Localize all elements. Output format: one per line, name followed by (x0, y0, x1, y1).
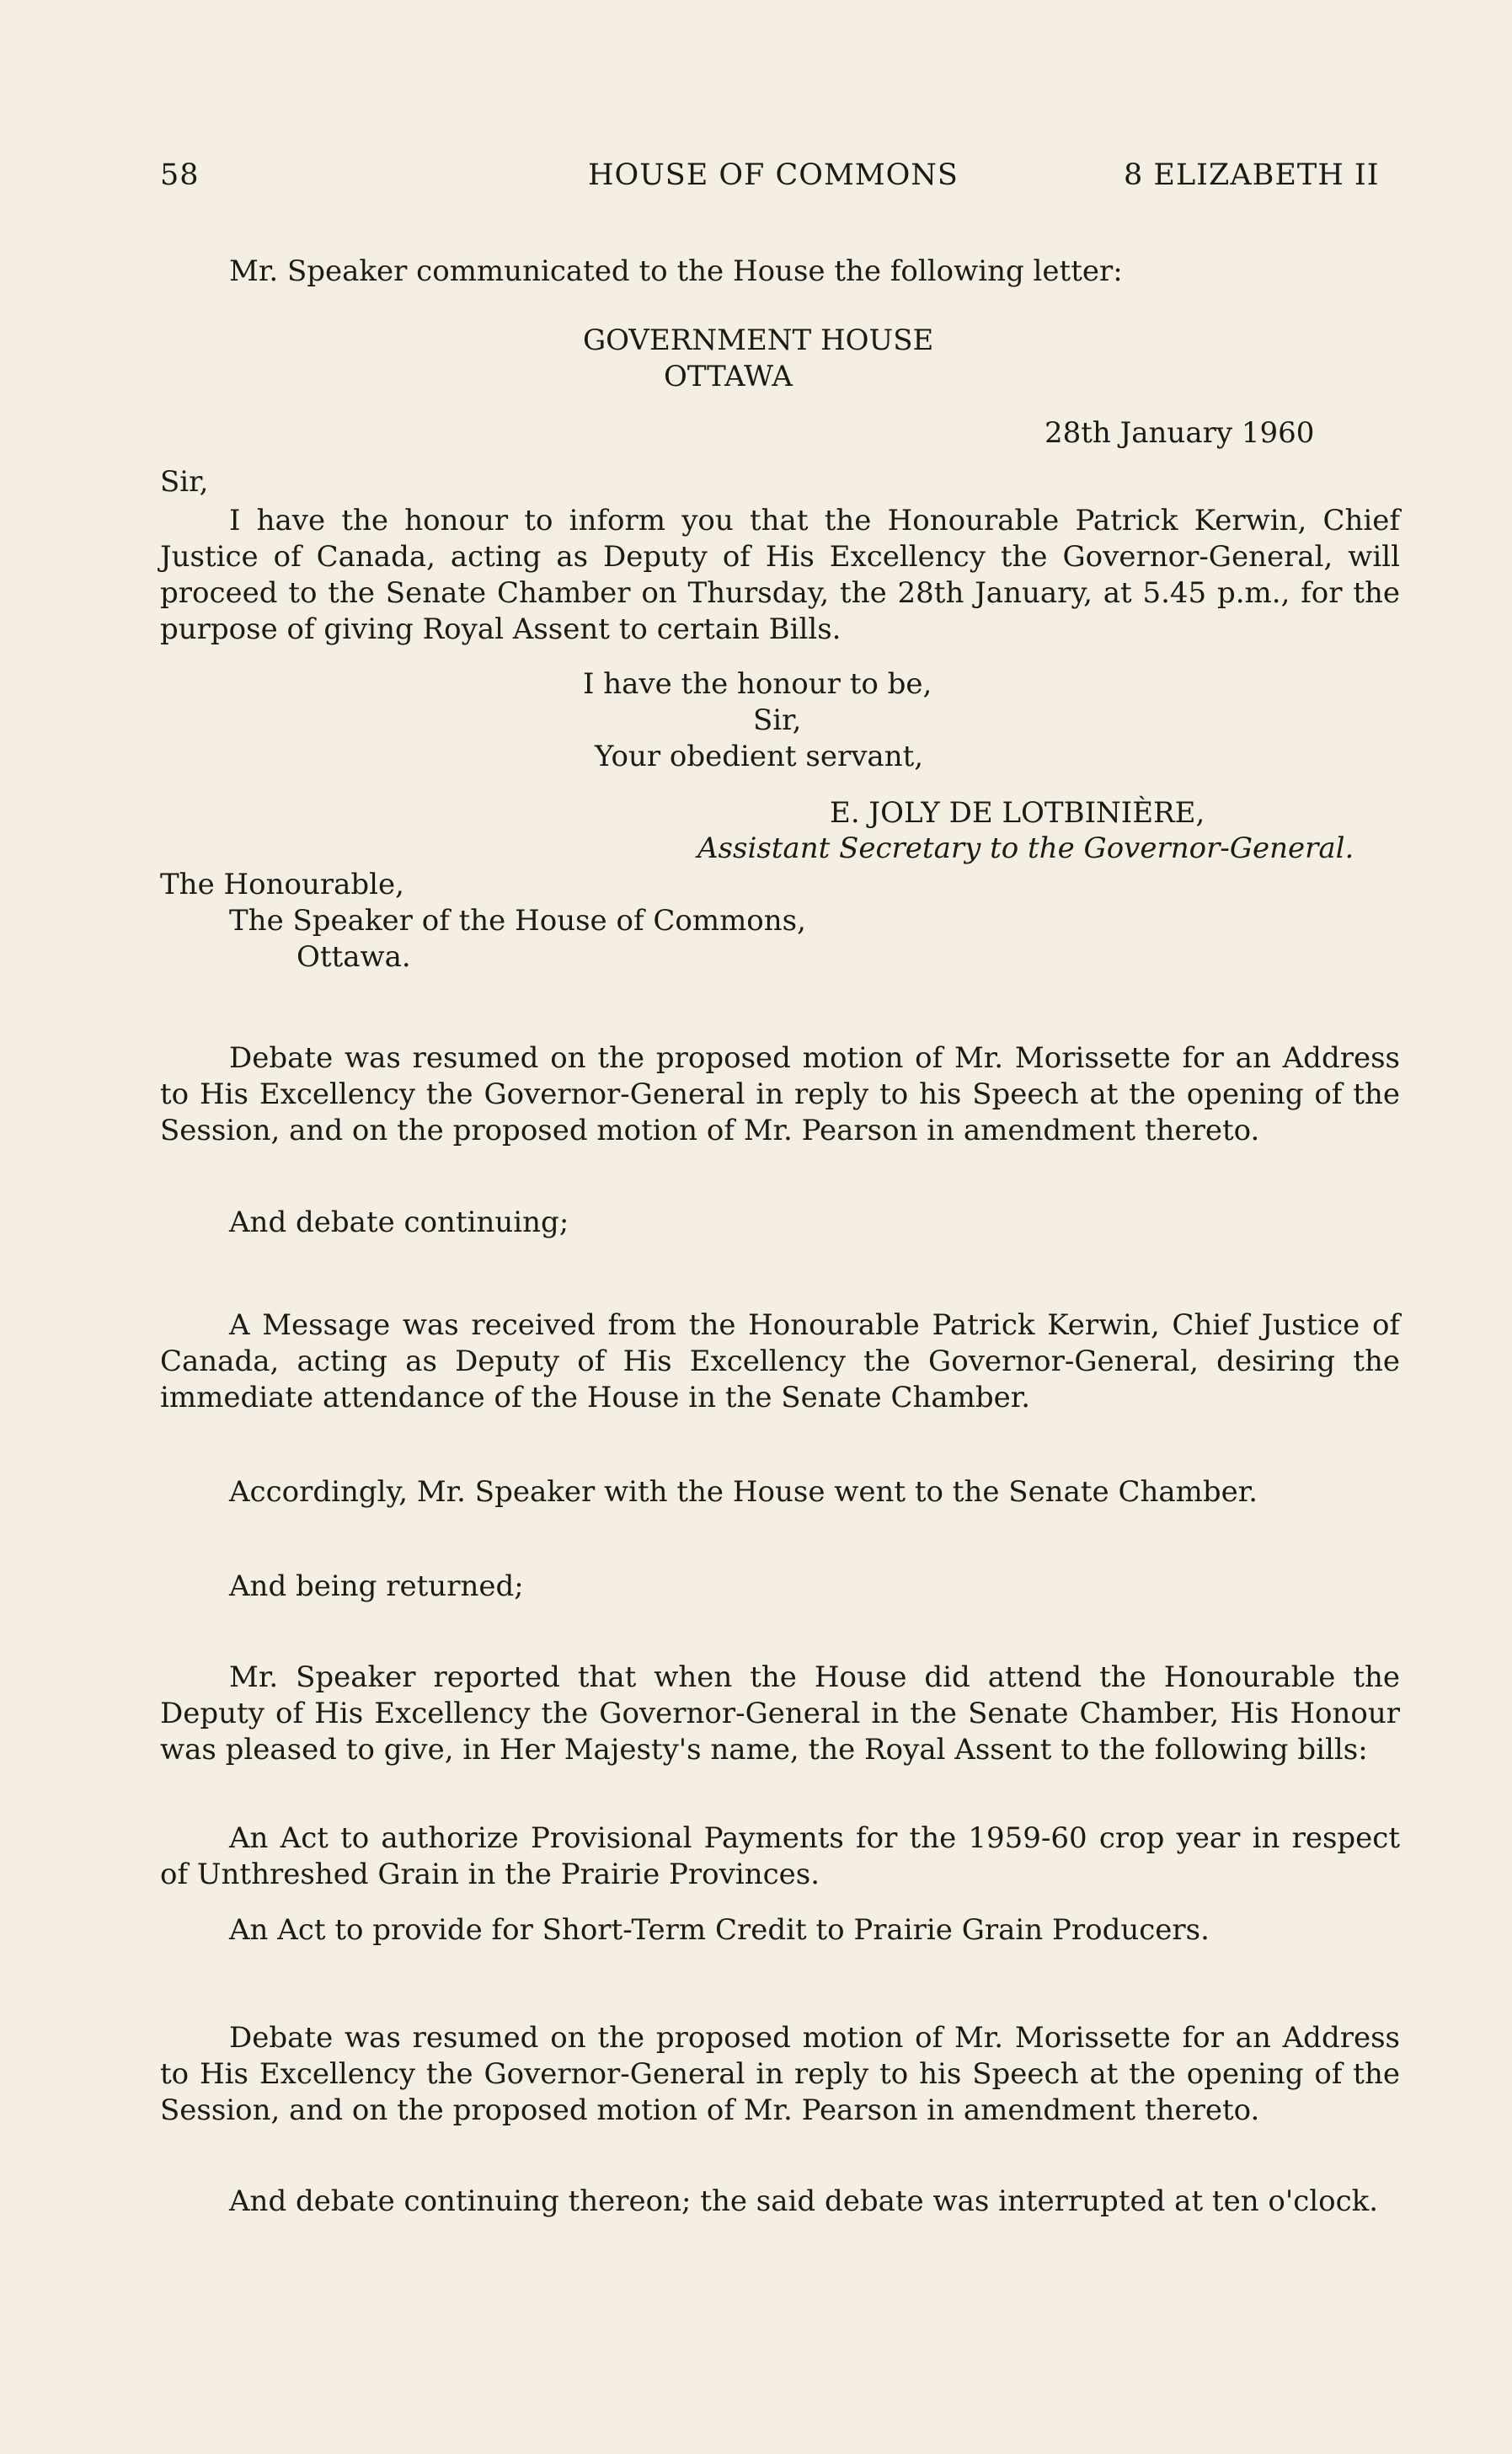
letter-closing-2: Sir, (753, 703, 802, 737)
paragraph-bill-2: An Act to provide for Short-Term Credit to Prairie Grain Producers. (229, 1913, 1210, 1947)
letter-date: 28th January 1960 (1045, 416, 1315, 450)
intro-line: Mr. Speaker communicated to the House the following letter: (229, 254, 1123, 288)
letter-signatory-title: Assistant Secretary to the Governor-General. (697, 831, 1354, 865)
paragraph-debate-resumed-2: Debate was resumed on the proposed motion of Mr. Morissette for an Address to His Excellency the Governor-General in reply to his Speech at the opening of the Session, and on the proposed motion of Mr. Pearson in amendment thereto. (160, 2021, 1400, 2127)
letter-address-line1: GOVERNMENT HOUSE (583, 323, 934, 357)
paragraph-bill-1: An Act to authorize Provisional Payments for the 1959-60 crop year in respect of Unthreshed Grain in the Prairie Provinces. (160, 1821, 1400, 1891)
letter-addressee-2: The Speaker of the House of Commons, (229, 904, 806, 938)
letter-signatory: E. JOLY DE LOTBINIÈRE, (830, 796, 1205, 830)
paragraph-being-returned: And being returned; (229, 1569, 524, 1603)
letter-address-line2: OTTAWA (664, 360, 793, 393)
paragraph-debate-continuing-1: And debate continuing; (229, 1206, 569, 1239)
page-number: 58 (160, 158, 200, 192)
paragraph-speaker-reported: Mr. Speaker reported that when the House did attend the Honourable the Deputy of His Excellency the Governor-General in the Senate Chamber, His Honour was pleased to give, in Her Majesty's name, the Royal Assent to the following bills: (160, 1660, 1400, 1767)
regnal-year: 8 ELIZABETH II (1124, 158, 1380, 192)
paragraph-accordingly: Accordingly, Mr. Speaker with the House went to the Senate Chamber. (229, 1475, 1258, 1509)
letter-closing-3: Your obedient servant, (595, 740, 924, 773)
letter-addressee-1: The Honourable, (160, 868, 404, 901)
running-title: HOUSE OF COMMONS (588, 158, 959, 192)
letter-body: I have the honour to inform you that the Honourable Patrick Kerwin, Chief Justice of Canada, acting as Deputy of His Excellency the Governor-General, will proceed to the Senate Chamber on Thursday, the 28th January, at 5.45 p.m., for the purpose of giving Royal Assent to certain Bills. (160, 504, 1400, 646)
paragraph-debate-resumed-1: Debate was resumed on the proposed motion of Mr. Morissette for an Address to His Excellency the Governor-General in reply to his Speech at the opening of the Session, and on the proposed motion of Mr. Pearson in amendment thereto. (160, 1041, 1400, 1147)
letter-salutation: Sir, (160, 465, 209, 499)
letter-addressee-3: Ottawa. (297, 940, 411, 974)
paragraph-debate-continuing-2: And debate continuing thereon; the said debate was interrupted at ten o'clock. (229, 2184, 1379, 2218)
paragraph-message: A Message was received from the Honourable Patrick Kerwin, Chief Justice of Canada, acting as Deputy of His Excellency the Governor-General, desiring the immediate attendance of the House in the Senate Chamber. (160, 1308, 1400, 1414)
letter-closing-1: I have the honour to be, (583, 667, 932, 701)
